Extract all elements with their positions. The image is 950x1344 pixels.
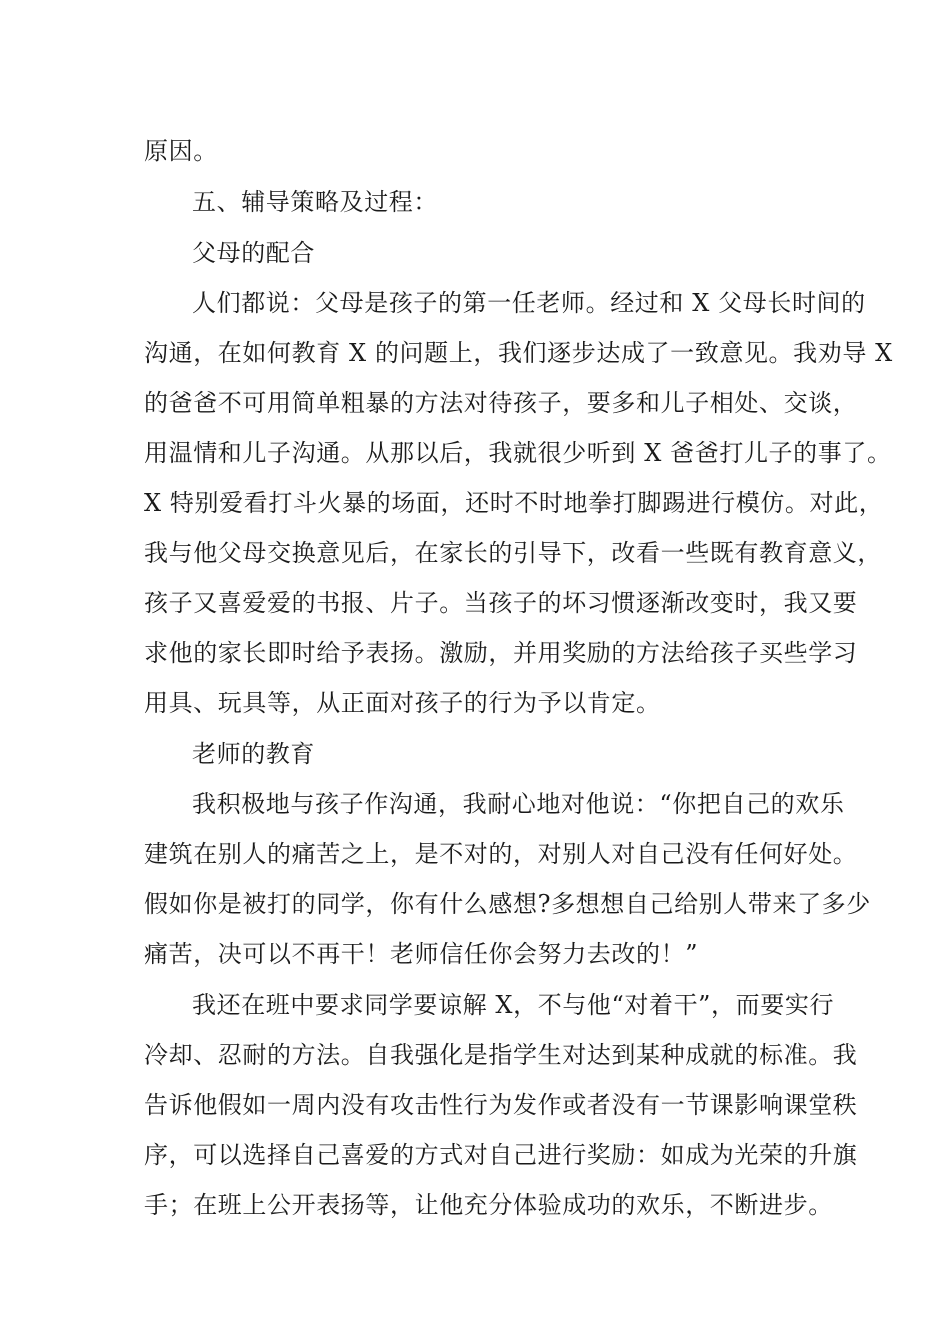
paragraph-line: 手；在班上公开表扬等，让他充分体验成功的欢乐，不断进步。 [144, 1191, 833, 1219]
paragraph-line: 用温情和儿子沟通。从那以后，我就很少听到 X 爸爸打儿子的事了。 [144, 439, 892, 467]
paragraph-line: X 特别爱看打斗火暴的场面，还时不时地拳打脚踢进行模仿。对此， [144, 489, 884, 517]
paragraph-line: 沟通，在如何教育 X 的问题上，我们逐步达成了一致意见。我劝导 X [144, 339, 893, 367]
paragraph-line: 原因。 [144, 137, 218, 165]
paragraph-line: 我积极地与孩子作沟通，我耐心地对他说：“你把自己的欢乐 [192, 790, 845, 818]
paragraph-line: 建筑在别人的痛苦之上，是不对的，对别人对自己没有任何好处。 [144, 840, 858, 868]
paragraph-line: 孩子又喜爱爱的书报、片子。当孩子的坏习惯逐渐改变时，我又要 [144, 589, 858, 617]
paragraph-line: 我还在班中要求同学要谅解 X，不与他“对着干”，而要实行 [192, 991, 835, 1019]
section-heading: 五、辅导策略及过程： [192, 188, 438, 216]
paragraph-line: 用具、玩具等，从正面对孩子的行为予以肯定。 [144, 689, 661, 717]
paragraph-line: 我与他父母交换意见后，在家长的引导下，改看一些既有教育意义， [144, 539, 882, 567]
paragraph-line: 序，可以选择自己喜爱的方式对自己进行奖励：如成为光荣的升旗 [144, 1141, 858, 1169]
paragraph-line: 告诉他假如一周内没有攻击性行为发作或者没有一节课影响课堂秩 [144, 1091, 858, 1119]
subsection-heading: 老师的教育 [192, 740, 315, 768]
paragraph-line: 冷却、忍耐的方法。自我强化是指学生对达到某种成就的标准。我 [144, 1041, 858, 1069]
paragraph-line: 痛苦，决可以不再干！老师信任你会努力去改的！” [144, 940, 699, 968]
paragraph-line: 人们都说：父母是孩子的第一任老师。经过和 X 父母长时间的 [192, 289, 866, 317]
paragraph-line: 假如你是被打的同学，你有什么感想?多想想自己给别人带来了多少 [144, 890, 871, 918]
paragraph-line: 求他的家长即时给予表扬。激励，并用奖励的方法给孩子买些学习 [144, 639, 858, 667]
paragraph-line: 的爸爸不可用简单粗暴的方法对待孩子，要多和儿子相处、交谈， [144, 389, 858, 417]
subsection-heading: 父母的配合 [192, 239, 315, 267]
